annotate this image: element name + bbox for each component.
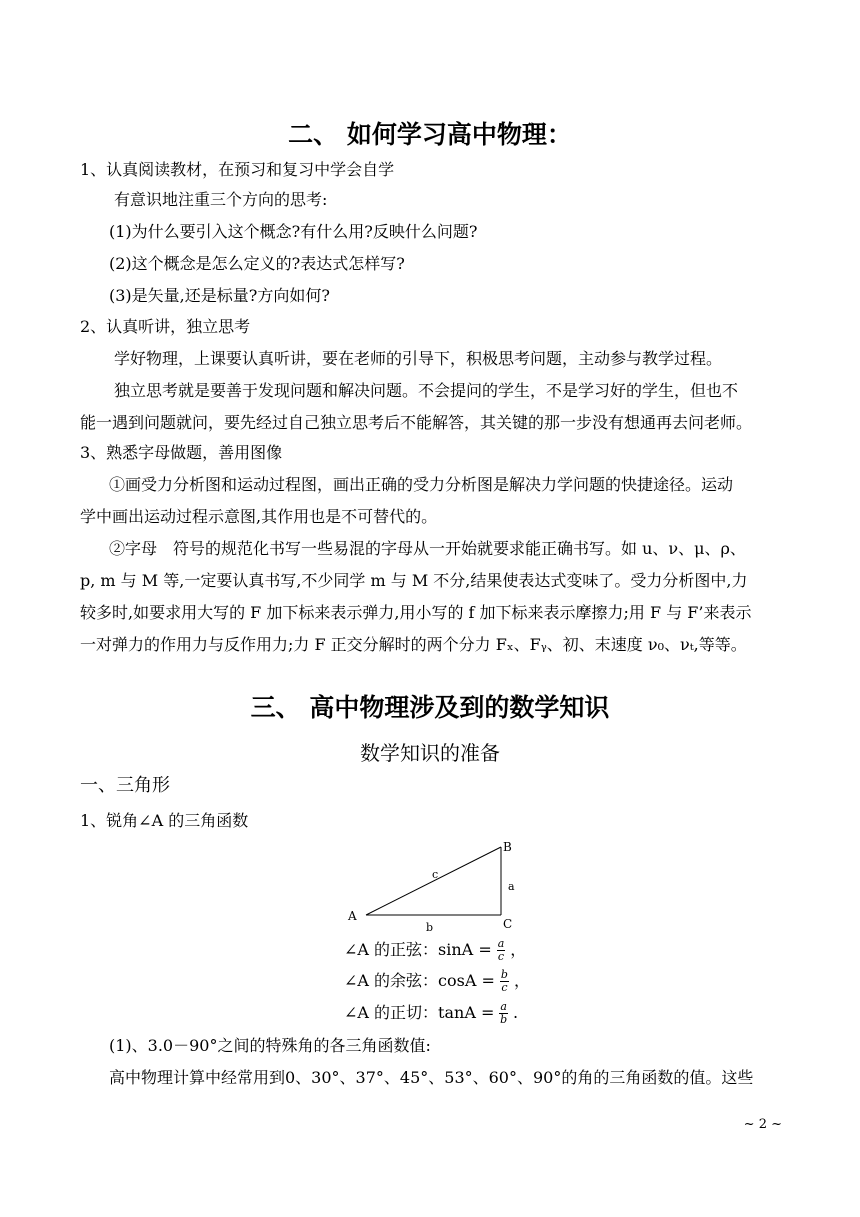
side-b-label: b	[426, 921, 434, 934]
vertex-c-label: C	[503, 917, 513, 931]
special-angles-title: (1)、3.0－90°之间的特殊角的各三角函数值:	[109, 1036, 431, 1055]
side-c-line	[366, 847, 501, 915]
question-3: (3)是矢量,还是标量?方向如何?	[109, 286, 330, 305]
vertex-b-label: B	[503, 840, 512, 854]
triangle-item-title: 1、锐角∠A 的三角函数	[80, 811, 249, 830]
item-3-paragraph-1a: ①画受力分析图和运动过程图，画出正确的受力分析图是解决力学问题的快捷途径。运动	[109, 475, 734, 494]
section-heading-2: 二、 如何学习高中物理：	[288, 120, 572, 149]
item-1-title: 1、认真阅读教材，在预习和复习中学会自学	[80, 160, 395, 179]
page-number: ~ 2 ~	[743, 1117, 782, 1132]
item-2-paragraph-2a: 独立思考就是要善于发现问题和解决问题。不会提问的学生，不是学习好的学生，但也不	[114, 381, 739, 400]
sine-formula: ∠A 的正弦：sinA = $\frac{a}{c}$ ，	[344, 937, 527, 963]
item-1-intro: 有意识地注重三个方向的思考:	[114, 190, 328, 209]
tangent-formula: ∠A 的正切：tanA = $\frac{a}{b}$ .	[344, 1000, 519, 1026]
sine-fraction: $\frac{a}{c}$	[497, 937, 505, 963]
cosine-fraction: $\frac{b}{c}$	[500, 968, 508, 994]
item-3-paragraph-2a: ②字母 符号的规范化书写一些易混的字母从一开始就要求能正确书写。如 u、ν、μ、ρ、	[109, 539, 746, 558]
item-2-title: 2、认真听讲，独立思考	[80, 317, 251, 336]
side-c-label: c	[432, 868, 439, 881]
subheading: 数学知识的准备	[360, 741, 500, 765]
item-2-paragraph-1: 学好物理，上课要认真听讲，要在老师的引导下，积极思考问题，主动参与教学过程。	[114, 349, 723, 368]
item-3-paragraph-2b: p, m 与 M 等,一定要认真书写,不少同学 m 与 M 不分,结果使表达式变味了。受力分析图中,力	[80, 571, 748, 590]
vertex-a-label: A	[348, 909, 357, 923]
right-triangle-diagram	[340, 835, 530, 935]
tangent-fraction: $\frac{a}{b}$	[500, 1000, 508, 1026]
item-2-paragraph-2b: 能一遇到问题就问，要先经过自己独立思考后不能解答，其关键的那一步没有想通再去问老师。	[80, 413, 753, 432]
item-3-title: 3、熟悉字母做题，善用图像	[80, 443, 283, 462]
question-2: (2)这个概念是怎么定义的?表达式怎样写?	[109, 254, 405, 273]
item-3-paragraph-2c: 较多时,如要求用大写的 F 加下标来表示弹力,用小写的 f 加下标来表示摩擦力;用 F 与 F’来表示	[80, 603, 752, 622]
triangle-section-title: 一、三角形	[80, 775, 170, 796]
section-heading-3: 三、 高中物理涉及到的数学知识	[250, 693, 610, 722]
cosine-formula: ∠A 的余弦：cosA = $\frac{b}{c}$ ，	[344, 968, 530, 994]
side-a-label: a	[508, 880, 515, 893]
item-3-paragraph-1b: 学中画出运动过程示意图,其作用也是不可替代的。	[80, 507, 438, 526]
item-3-paragraph-2d: 一对弹力的作用力与反作用力;力 F 正交分解时的两个分力 Fₓ、Fᵧ、初、末速度 ν₀、νₜ,等等。	[80, 635, 747, 654]
question-1: (1)为什么要引入这个概念?有什么用?反映什么问题?	[109, 222, 478, 241]
special-angles-text: 高中物理计算中经常用到0、30°、37°、45°、53°、60°、90°的角的三角函数的值。这些	[109, 1068, 754, 1087]
